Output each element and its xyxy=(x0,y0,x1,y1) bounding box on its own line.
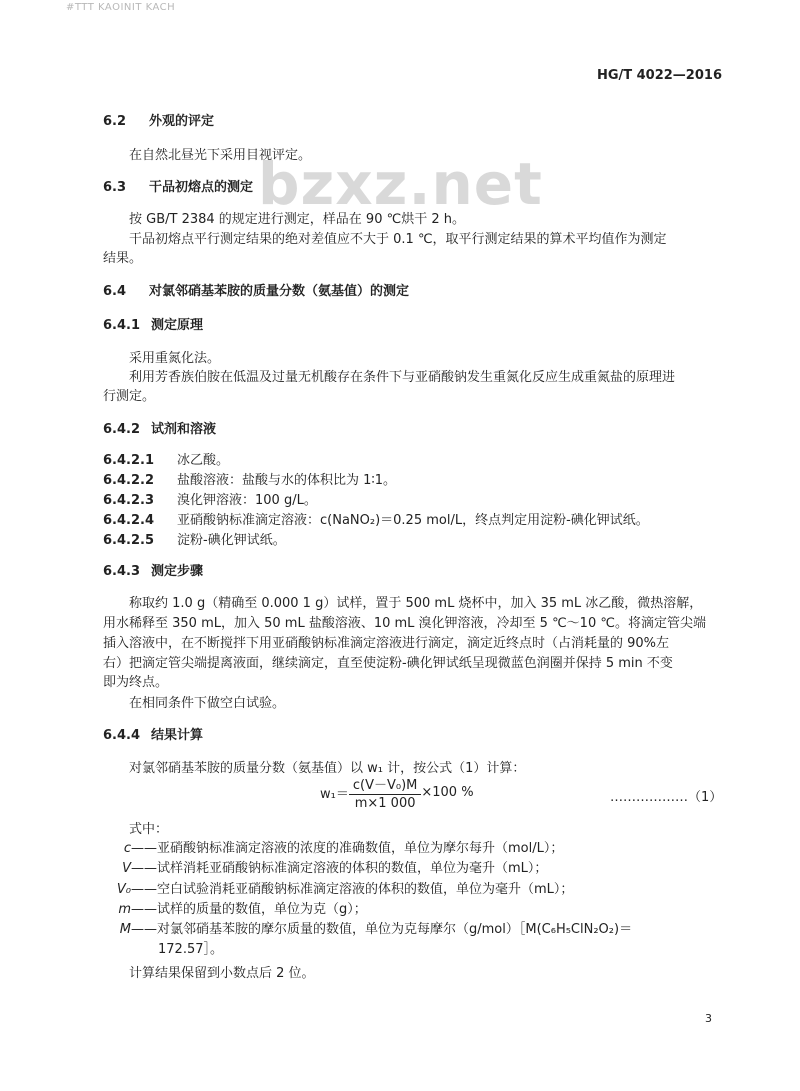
variable-desc: ——对氯邻硝基苯胺的摩尔质量的数值，单位为克每摩尔（g/mol）［M(C₆H₅ClN₂O₂)＝ xyxy=(131,922,633,937)
list-item xyxy=(103,469,396,488)
formula-denominator: m×1 000 xyxy=(354,796,416,811)
variable-symbol: V₀ xyxy=(116,882,131,897)
item-number: 6.4.2.3 xyxy=(103,493,154,508)
variable-symbol: c xyxy=(123,841,131,856)
section-number: 6.4 xyxy=(103,284,127,299)
paragraph: 对氯邻硝基苯胺的质量分数（氨基值）以 w₁ 计，按公式（1）计算： xyxy=(129,761,526,776)
variable-symbol: M xyxy=(119,922,131,937)
section-title: 测定原理 xyxy=(151,318,204,333)
variable-symbol: V xyxy=(122,861,131,876)
heading-6-3 xyxy=(103,176,253,195)
heading-6-2 xyxy=(103,110,214,129)
variable-symbol: m xyxy=(118,902,131,917)
formula-fraction xyxy=(349,774,422,811)
paragraph: 在相同条件下做空白试验。 xyxy=(129,696,286,711)
paragraph: 利用芳香族伯胺在低温及过量无机酸存在条件下与亚硝酸钠发生重氮化反应生成重氮盐的原理进 xyxy=(129,370,676,385)
formula xyxy=(320,774,474,811)
paragraph: 即为终点。 xyxy=(103,675,169,690)
variable-desc: ——亚硝酸钠标准滴定溶液的浓度的准确数值，单位为摩尔每升（mol/L）； xyxy=(131,841,564,856)
item-text: 盐酸溶液：盐酸与水的体积比为 1∶1。 xyxy=(177,473,397,488)
standard-number: HG/T 4022—2016 xyxy=(596,68,722,83)
item-number: 6.4.2.2 xyxy=(103,473,154,488)
heading-6-4-2 xyxy=(103,418,216,437)
section-number: 6.4.1 xyxy=(103,318,141,333)
variable-v xyxy=(91,857,547,876)
paragraph: 行测定。 xyxy=(103,389,156,404)
formula-numerator: c(V－V₀)M xyxy=(349,774,422,795)
paragraph: 结果。 xyxy=(103,251,143,266)
paragraph: 在自然北昼光下采用目视评定。 xyxy=(129,148,312,163)
section-title: 结果计算 xyxy=(151,728,204,743)
paragraph: 称取约 1.0 g（精确至 0.000 1 g）试样，置于 500 mL 烧杯中，加入 35 mL 冰乙酸，微热溶解， xyxy=(129,596,703,611)
heading-6-4-1 xyxy=(103,314,203,333)
list-item xyxy=(103,449,229,468)
variable-molar-mass-cont: 172.57］。 xyxy=(158,942,223,957)
list-item xyxy=(103,529,286,548)
paragraph: 右）把滴定管尖端提离液面，继续滴定，直至使淀粉-碘化钾试纸呈现微蓝色润圈并保持 5 min 不变 xyxy=(103,656,673,671)
section-title: 测定步骤 xyxy=(151,564,204,579)
formula-lhs: w₁＝ xyxy=(320,787,349,802)
paragraph: 按 GB/T 2384 的规定进行测定，样品在 90 ℃烘干 2 h。 xyxy=(129,212,465,227)
heading-6-4 xyxy=(103,280,409,299)
variable-desc: ——试样的质量的数值，单位为克（g）； xyxy=(131,902,367,917)
item-number: 6.4.2.5 xyxy=(103,533,154,548)
section-title: 外观的评定 xyxy=(149,114,215,129)
item-number: 6.4.2.1 xyxy=(103,453,154,468)
section-title: 对氯邻硝基苯胺的质量分数（氨基值）的测定 xyxy=(149,284,410,299)
watermark: bzxz.net xyxy=(258,150,543,218)
section-number: 6.2 xyxy=(103,114,127,129)
paragraph: 干品初熔点平行测定结果的绝对差值应不大于 0.1 ℃，取平行测定结果的算术平均值作为测定 xyxy=(129,232,667,247)
where-label: 式中： xyxy=(129,822,169,837)
list-item xyxy=(103,489,317,508)
paragraph: 用水稀释至 350 mL，加入 50 mL 盐酸溶液、10 mL 溴化钾溶液，冷却至 5 ℃～10 ℃。将滴定管尖端 xyxy=(103,616,706,631)
heading-6-4-4 xyxy=(103,724,203,743)
item-text: 冰乙酸。 xyxy=(177,453,230,468)
section-number: 6.4.3 xyxy=(103,564,141,579)
list-item xyxy=(103,509,649,528)
variable-v0 xyxy=(91,878,573,897)
formula-rhs: ×100 % xyxy=(421,785,474,800)
section-number: 6.4.2 xyxy=(103,422,141,437)
item-text: 淀粉-碘化钾试纸。 xyxy=(177,533,286,548)
section-title: 干品初熔点的测定 xyxy=(149,180,254,195)
item-text: 亚硝酸钠标准滴定溶液：c(NaNO₂)＝0.25 mol/L，终点判定用淀粉-碘化钾试纸。 xyxy=(177,513,649,528)
item-text: 溴化钾溶液：100 g/L。 xyxy=(177,493,317,508)
section-title: 试剂和溶液 xyxy=(151,422,217,437)
formula-number: ………………（1） xyxy=(610,790,723,805)
variable-desc: ——试样消耗亚硝酸钠标准滴定溶液的体积的数值，单位为毫升（mL）； xyxy=(131,861,548,876)
variable-m xyxy=(91,898,367,917)
variable-desc: ——空白试验消耗亚硝酸钠标准滴定溶液的体积的数值，单位为毫升（mL）； xyxy=(131,882,574,897)
heading-6-4-3 xyxy=(103,560,203,579)
paragraph: 采用重氮化法。 xyxy=(129,351,221,366)
variable-c xyxy=(91,837,563,856)
paragraph: 插入溶液中，在不断搅拌下用亚硝酸钠标准滴定溶液进行滴定，滴定近终点时（占消耗量的 90%左 xyxy=(103,636,670,651)
variable-molar-mass xyxy=(91,918,632,937)
top-mark: #TTT KAOINIT KACH xyxy=(66,2,176,13)
paragraph: 计算结果保留到小数点后 2 位。 xyxy=(129,966,315,981)
section-number: 6.4.4 xyxy=(103,728,141,743)
item-number: 6.4.2.4 xyxy=(103,513,154,528)
section-number: 6.3 xyxy=(103,180,127,195)
page-number: 3 xyxy=(705,1012,712,1025)
